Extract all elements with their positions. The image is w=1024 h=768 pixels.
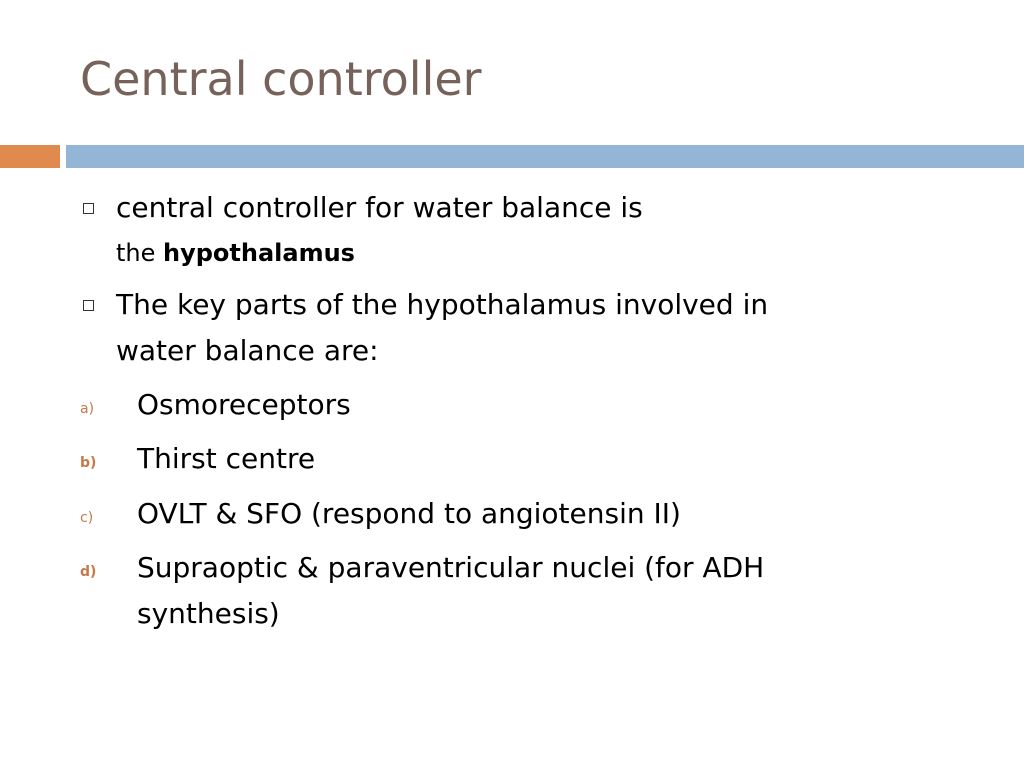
sub-item-b-text: Thirst centre [137,442,316,475]
sub-item-c-marker: c) [80,510,94,526]
accent-bar-blue [66,145,1024,168]
sub-item-d-marker: d) [80,564,97,580]
bullet-1-line-2 [116,230,355,275]
square-bullet-icon [83,203,94,214]
sub-item-d-text-line-2: synthesis) [137,597,280,630]
bullet-2-line-1: The key parts of the hypothalamus involved in [116,288,769,321]
sub-item-a-text: Osmoreceptors [137,388,351,421]
bullet-1-bold-term: hypothalamus [163,239,355,267]
sub-item-d-text: Supraoptic & paraventricular nuclei (for ADH [137,551,765,584]
bullet-1-line-1: central controller for water balance is [116,191,643,224]
slide-title: Central controller [80,52,482,106]
bullet-2-line-2: water balance are: [116,334,379,367]
square-bullet-icon [83,300,94,311]
sub-item-b-marker: b) [80,455,97,471]
bullet-1-prefix: the [116,239,164,267]
sub-item-a-marker: a) [80,401,95,417]
sub-item-c-text: OVLT & SFO (respond to angiotensin II) [137,497,681,530]
accent-bar-orange [0,145,60,168]
